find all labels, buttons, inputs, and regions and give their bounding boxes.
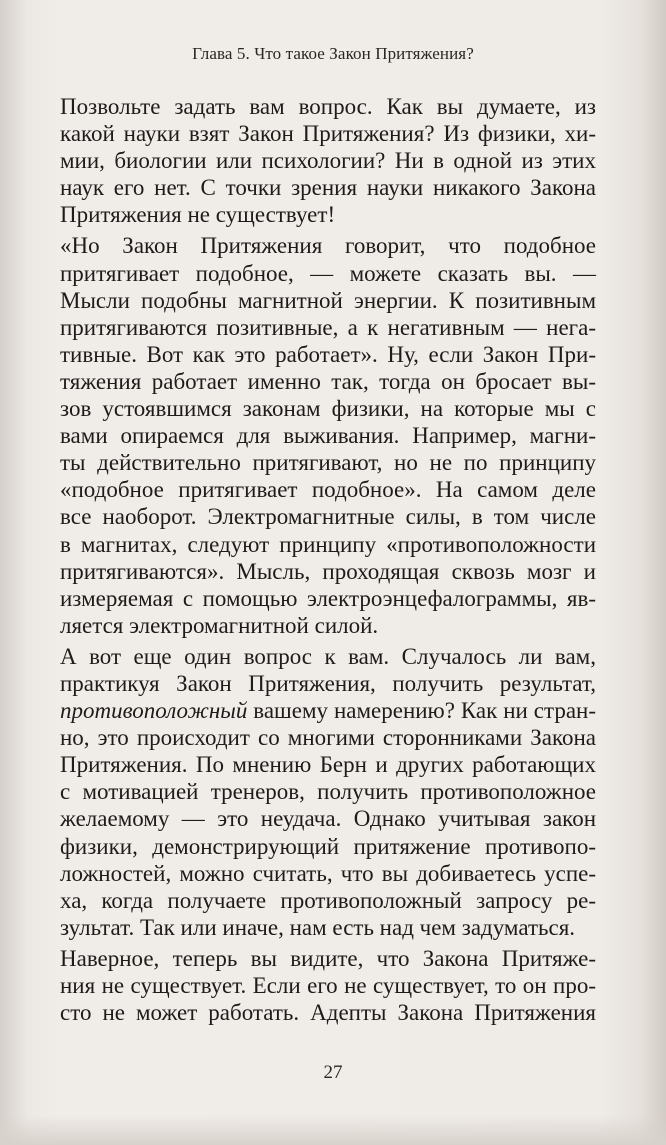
text-line: А вот еще один вопрос к вам. Случалось ли вам, [60,643,596,669]
running-head: Глава 5. Что такое Закон Притяжения? [192,44,474,63]
paragraph [60,945,596,1026]
text-line: тивные. Вот как это работает». Ну, если Закон При- [60,341,596,367]
text-line: «подобное притягивает подобное». На самом деле [60,477,596,503]
italic-word: противоположный [60,698,248,724]
text-line: «Но Закон Притяжения говорит, что подобное [60,233,596,259]
text-line: в магнитах, следуют принципу «противоположности [60,531,596,557]
page-number: 27 [323,1062,343,1083]
text-line: с мотивацией тренеров, получить противоположное [60,779,596,805]
text-line: зов устоявшимся законам физики, на которые мы с [60,396,596,422]
text-line: зультат. Так или иначе, нам есть над чем задуматься. [60,914,576,940]
text-line: притягивает подобное, — можете сказать вы. — [60,260,596,286]
text-line: ляется электромагнитной силой. [60,612,379,638]
text-line: Притяжения. По мнению Берн и других работающих [60,752,596,778]
text-line: все наоборот. Электромагнитные силы, в том числе [60,504,596,530]
paragraph [60,232,596,638]
text-line: тяжения работает именно так, тогда он бросает вы- [60,368,596,394]
body-text [60,93,596,1026]
text-line: притягиваются позитивные, а к негативным — нега- [60,314,596,340]
text-line: притягиваются». Мысль, проходящая сквозь мозг и [60,558,596,584]
text-line: физики, демонстрирующий притяжение противопо- [60,833,596,859]
text-line-with-italic [60,697,596,724]
text-line: Позвольте задать вам вопрос. Как вы думаете, из [60,94,596,119]
text-line: ния не существует. Если его не существует, то он про- [60,973,596,998]
text-line: желаемому — это неудача. Однако учитывая закон [60,806,596,832]
text-line: Мысли подобны магнитной энергии. К позитивным [60,287,596,313]
text-line: мии, биологии или психологии? Ни в одной из этих [60,148,596,174]
text-fragment: вашему намерению? Как ни стран- [253,698,596,724]
text-line: вами опираемся для выживания. Например, магни- [60,423,596,449]
text-line: практикуя Закон Притяжения, получить результат, [60,670,596,696]
text-line: ложностей, можно считать, что вы добиваетесь успе- [60,860,596,886]
text-line: наук его нет. С точки зрения науки никакого Закона [60,175,596,201]
paragraph [60,93,596,228]
text-line: Наверное, теперь вы видите, что Закона Притяже- [60,945,596,971]
paragraph [60,643,596,941]
text-line: Притяжения не существует! [60,202,336,228]
text-line: какой науки взят Закон Притяжения? Из физики, хи- [60,121,596,147]
text-line: но, это происходит со многими сторонниками Закона [60,725,596,751]
text-line: ты действительно притягивают, но не по принципу [60,450,596,476]
text-line: измеряемая с помощью электроэнцефалограммы, яв- [60,585,596,611]
text-line: ха, когда получаете противоположный запросу ре- [60,887,596,913]
text-line: сто не может работать. Адепты Закона Притяжения [60,1000,596,1026]
